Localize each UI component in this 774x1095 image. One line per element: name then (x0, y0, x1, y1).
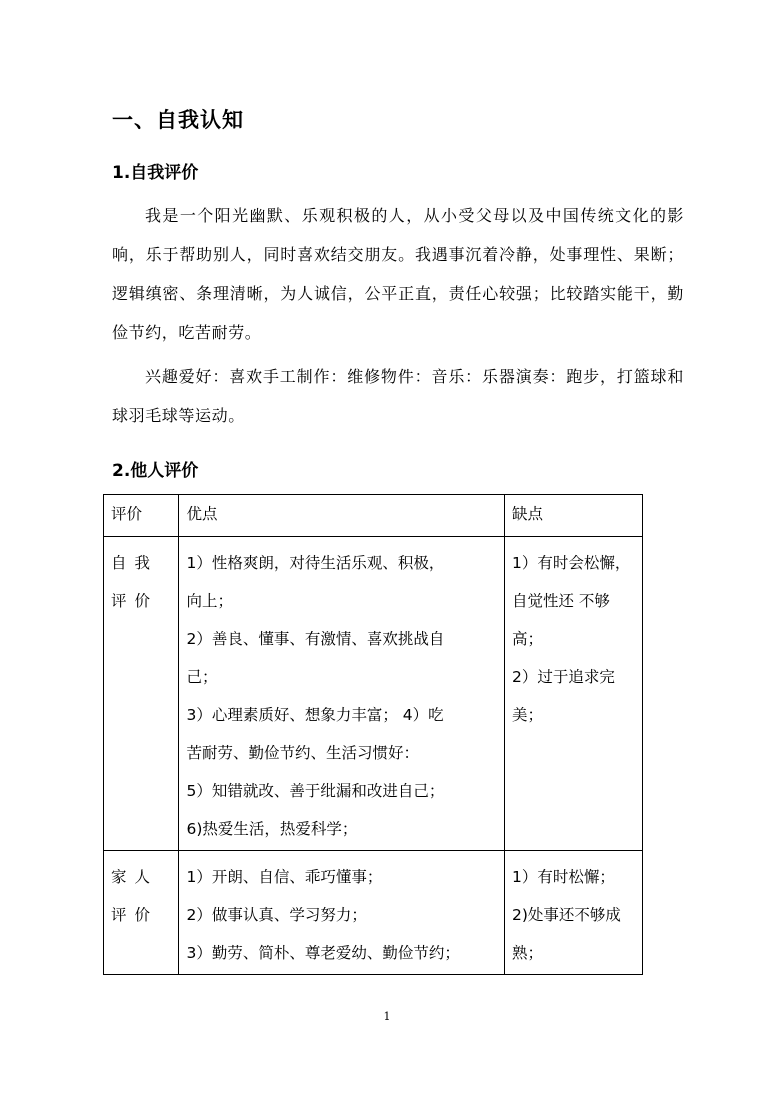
list-item: 1）有时松懈； (512, 868, 615, 886)
table-row (104, 537, 643, 851)
self-evaluation-paragraph: 我是一个阳光幽默、乐观积极的人，从小受父母以及中国传统文化的影响，乐于帮助别人，同时喜欢结交朋友。我遇事沉着冷静，处事理性、果断；逻辑缜密、条理清晰，为人诚信，公平正直，责任心较强；比较踏实能干，勤俭节约，吃苦耐劳。 (112, 206, 684, 342)
list-item: 3）勤劳、简朴、尊老爱幼、勤俭节约； (186, 944, 460, 962)
table-row (104, 851, 643, 975)
list-item: 己； (186, 668, 218, 686)
row-family-weaknesses (505, 851, 643, 975)
section-self-evaluation-title: 1.自我评价 (112, 163, 199, 183)
list-item: 2）做事认真、学习努力； (186, 906, 367, 924)
list-item: 美； (512, 706, 544, 724)
heading-self-awareness: 一、自我认知 (112, 108, 244, 132)
row-label-self: 自我评价 (104, 537, 179, 851)
list-item: 熟； (512, 944, 544, 962)
list-item: 苦耐劳、勤俭节约、生活习惯好： (186, 744, 419, 762)
hobbies-paragraph: 兴趣爱好：喜欢手工制作：维修物件：音乐：乐器演奏：跑步，打篮球和球羽毛球等运动。 (112, 367, 684, 425)
list-item: 高； (512, 630, 544, 648)
section-others-evaluation-title: 2.他人评价 (112, 461, 199, 481)
list-item: 自觉性还 不够 (512, 592, 610, 610)
list-item: 3）心理素质好、想象力丰富； 4）吃 (186, 706, 444, 724)
evaluation-table (103, 494, 643, 975)
table-header-row (104, 495, 643, 537)
list-item: 1）性格爽朗，对待生活乐观、积极， (186, 554, 445, 572)
list-item: 向上； (186, 592, 233, 610)
list-item: 2）过于追求完 (512, 668, 615, 686)
list-item: 2）善良、懂事、有激情、喜欢挑战自 (186, 630, 445, 648)
header-evaluation: 评价 (104, 495, 179, 537)
row-self-weaknesses (505, 537, 643, 851)
header-weaknesses: 缺点 (505, 495, 643, 537)
list-item: 2)处事还不够成 (512, 906, 621, 924)
list-item: 6)热爱生活，热爱科学； (186, 820, 358, 838)
list-item: 1）有时会松懈， (512, 554, 631, 572)
header-strengths: 优点 (179, 495, 505, 537)
row-self-strengths (179, 537, 505, 851)
row-family-strengths (179, 851, 505, 975)
list-item: 1）开朗、自信、乖巧懂事； (186, 868, 383, 886)
page-number: 1 (383, 1010, 391, 1023)
row-label-family: 家人评价 (104, 851, 179, 975)
list-item: 5）知错就改、善于纰漏和改进自己； (186, 782, 445, 800)
